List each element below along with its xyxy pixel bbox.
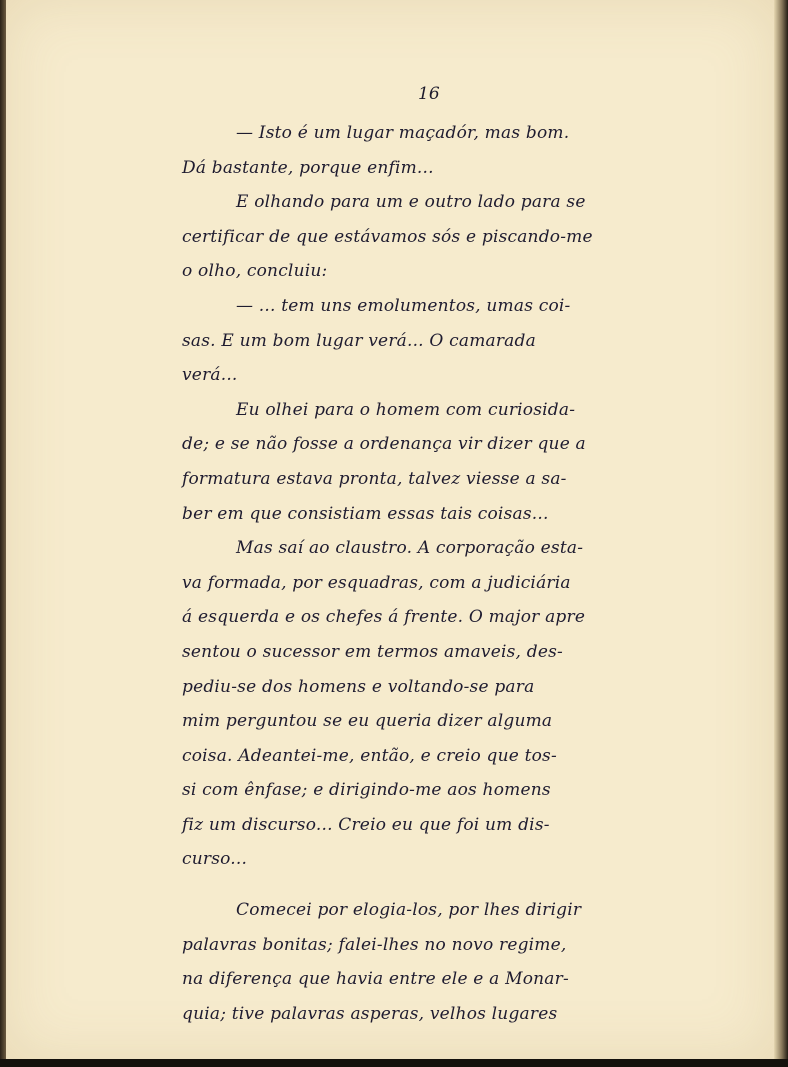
- manuscript-line: fiz um discurso... Creio eu que foi um dis-: [182, 814, 550, 835]
- manuscript-line: ber em que consistiam essas tais coisas...: [182, 503, 549, 524]
- manuscript-line: — ... tem uns emolumentos, umas coi-: [236, 295, 571, 316]
- manuscript-line: palavras bonitas; falei-lhes no novo regime,: [182, 934, 567, 955]
- manuscript-line: de; e se não fosse a ordenança vir dizer que a: [182, 434, 586, 455]
- manuscript-line: sas. E um bom lugar verá... O camarada: [182, 330, 536, 351]
- manuscript-line: va formada, por esquadras, com a judiciária: [182, 572, 571, 593]
- page-number: 16: [418, 84, 440, 104]
- manuscript-sheet: [6, 0, 774, 1059]
- manuscript-line: sentou o sucessor em termos amaveis, des-: [182, 641, 563, 662]
- manuscript-line: — Isto é um lugar maçadór, mas bom.: [236, 123, 570, 143]
- manuscript-line: pediu-se dos homens e voltando-se para: [182, 676, 535, 697]
- paragraph-gap: [182, 877, 686, 893]
- handwritten-text-block: [182, 116, 686, 1031]
- manuscript-line: verá...: [182, 365, 238, 386]
- manuscript-line: Eu olhei para o homem com curiosida-: [236, 399, 576, 420]
- manuscript-line: quia; tive palavras asperas, velhos lugares: [182, 1003, 558, 1024]
- manuscript-line: Mas saí ao claustro. A corporação esta-: [236, 538, 584, 559]
- manuscript-line: E olhando para um e outro lado para se: [236, 192, 586, 213]
- manuscript-line: á esquerda e os chefes á frente. O major apre: [182, 607, 586, 628]
- manuscript-line: formatura estava pronta, talvez viesse a sa-: [182, 468, 567, 489]
- manuscript-line: mim perguntou se eu queria dizer alguma: [182, 711, 553, 732]
- manuscript-line: coisa. Adeantei-me, então, e creio que tos-: [182, 745, 557, 766]
- page-bottom-edge: [0, 1059, 788, 1067]
- manuscript-line: si com ênfase; e dirigindo-me aos homens: [182, 780, 551, 801]
- manuscript-line: certificar de que estávamos sós e piscando-me: [182, 226, 593, 247]
- manuscript-line: o olho, concluiu:: [182, 261, 328, 282]
- manuscript-line: na diferença que havia entre ele e a Monar-: [182, 969, 569, 990]
- page-right-edge: [774, 0, 788, 1067]
- manuscript-line: Comecei por elogia-los, por lhes dirigir: [236, 900, 582, 921]
- manuscript-line: curso...: [182, 849, 248, 870]
- manuscript-line: Dá bastante, porque enfim...: [182, 157, 434, 178]
